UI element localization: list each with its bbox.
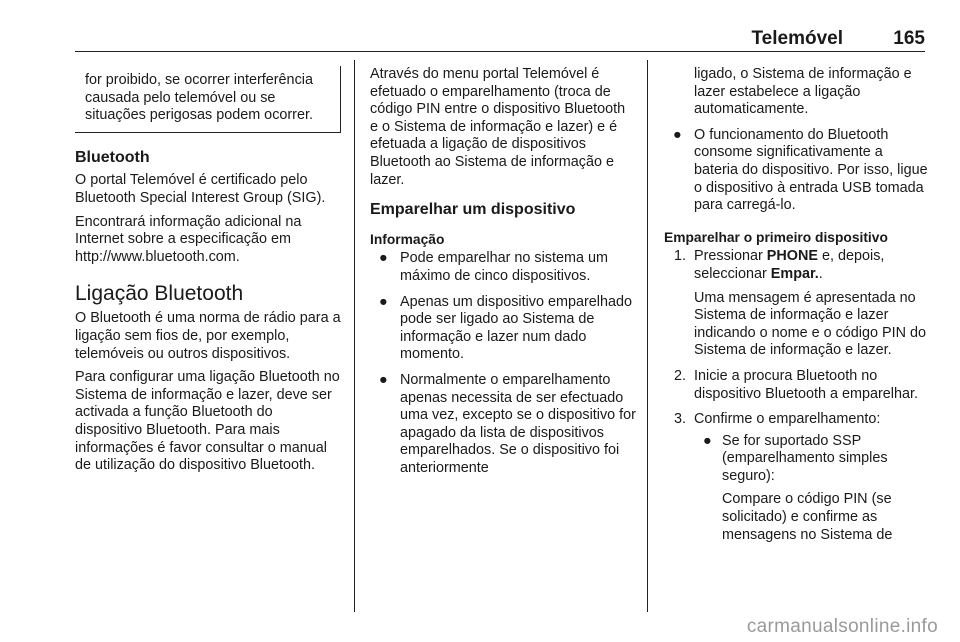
step-3-bullets	[694, 433, 930, 545]
continued-bullet-text: ligado, o Sistema de informação e lazer estabelece a ligação automaticamente.	[694, 66, 912, 118]
bluetooth-norma-paragraph: O Bluetooth é uma norma de rádio para a ligação sem fios de, por exemplo, telemóveis ou outros dispositivos.	[75, 310, 341, 362]
list-item: ● Apenas um dispositivo emparelhado pode ser ligado ao Sistema de informação e lazer num dado momento.	[379, 293, 632, 363]
column-1	[75, 66, 341, 481]
warning-note-text: for proibido, se ocorrer interferência causada pelo telemóvel ou se situações perigosas podem ocorrer.	[85, 72, 313, 124]
step-1: 1. Pressionar PHONE e, depois, seleccionar Empar.. Uma mensagem é apresentada no Sistema de informação e lazer indicando o nome e o código PIN do Sistema de informação e lazer.	[674, 248, 930, 360]
page-header	[75, 28, 925, 52]
column-divider-1	[354, 60, 355, 612]
info-bullet-list	[370, 250, 636, 477]
portal-paragraph: Através do menu portal Telemóvel é efetuado o emparelhamento (troca de código PIN entre o dispositivo Bluetooth e o Sistema de informação e lazer) e é efetuada a ligação de dispositivos Bluetooth ao Sistema de informação e lazer.	[370, 66, 626, 188]
watermark-logo: carmanualsonline.info	[746, 616, 938, 637]
warning-note-box	[75, 66, 341, 133]
bullet-icon: ●	[703, 432, 712, 449]
emparelhar-heading: Emparelhar um dispositivo	[370, 201, 576, 219]
step-1-detail: Uma mensagem é apresentada no Sistema de informação e lazer indicando o nome e o código PIN do Sistema de informação e lazer.	[694, 289, 927, 359]
bluetooth-info-paragraph: Encontrará informação adicional na Internet sobre a especificação em http://www.bluetooth.com.	[75, 213, 302, 265]
section-title: Telemóvel	[751, 28, 843, 49]
bullet-icon: ●	[673, 126, 682, 143]
info-bullet-list-continued	[664, 66, 930, 215]
list-item: ● O funcionamento do Bluetooth consome significativamente a bateria do dispositivo. Por isso, ligue o dispositivo à entrada USB tomada para carregá-lo.	[673, 126, 928, 214]
column-3	[664, 66, 930, 552]
bullet-icon: ●	[379, 250, 388, 267]
step-3-detail: Compare o código PIN (se solicitado) e confirme as mensagens no Sistema de	[722, 491, 893, 543]
first-device-heading: Emparelhar o primeiro dispositivo	[664, 229, 888, 245]
bullet-icon: ●	[379, 293, 388, 310]
bluetooth-sig-paragraph: O portal Telemóvel é certificado pelo Bluetooth Special Interest Group (SIG).	[75, 172, 326, 206]
bluetooth-heading: Bluetooth	[75, 148, 150, 166]
pairing-steps-list	[674, 248, 930, 544]
step-2: 2. Inicie a procura Bluetooth no dispositivo Bluetooth a emparelhar.	[674, 367, 918, 402]
empar-menu-label: Empar.	[770, 265, 819, 282]
bluetooth-config-paragraph: Para configurar uma ligação Bluetooth no Sistema de informação e lazer, deve ser activada a função Bluetooth do dispositivo Bluetooth. Para mais informações é favor consultar o manual de utilização do dispositivo Bluetooth.	[75, 369, 340, 474]
list-item: ● Normalmente o emparelhamento apenas necessita de ser efectuado uma vez, excepto se o dispositivo for apagado da lista de dispositivos emparelhados. Se o dispositivo foi anteriormente	[379, 371, 636, 476]
list-item	[664, 66, 930, 119]
phone-key-label: PHONE	[766, 248, 818, 265]
list-item: ● Se for suportado SSP (emparelhamento simples seguro): Compare o código PIN (se solicitado) e confirme as mensagens no Sistema de	[694, 433, 930, 545]
list-item: ● Pode emparelhar no sistema um máximo de cinco dispositivos.	[379, 250, 608, 284]
page-number: 165	[893, 28, 925, 49]
step-3: 3. Confirme o emparelhamento: ● Se for suportado SSP (emparelhamento simples seguro): Compare o código PIN (se solicitado) e confirme as mensagens no Sistema de	[674, 411, 930, 544]
bullet-icon: ●	[379, 371, 388, 388]
ligacao-bluetooth-heading: Ligação Bluetooth	[75, 282, 244, 306]
column-2	[370, 66, 636, 485]
column-divider-2	[647, 60, 648, 612]
informacao-heading: Informação	[370, 231, 445, 247]
